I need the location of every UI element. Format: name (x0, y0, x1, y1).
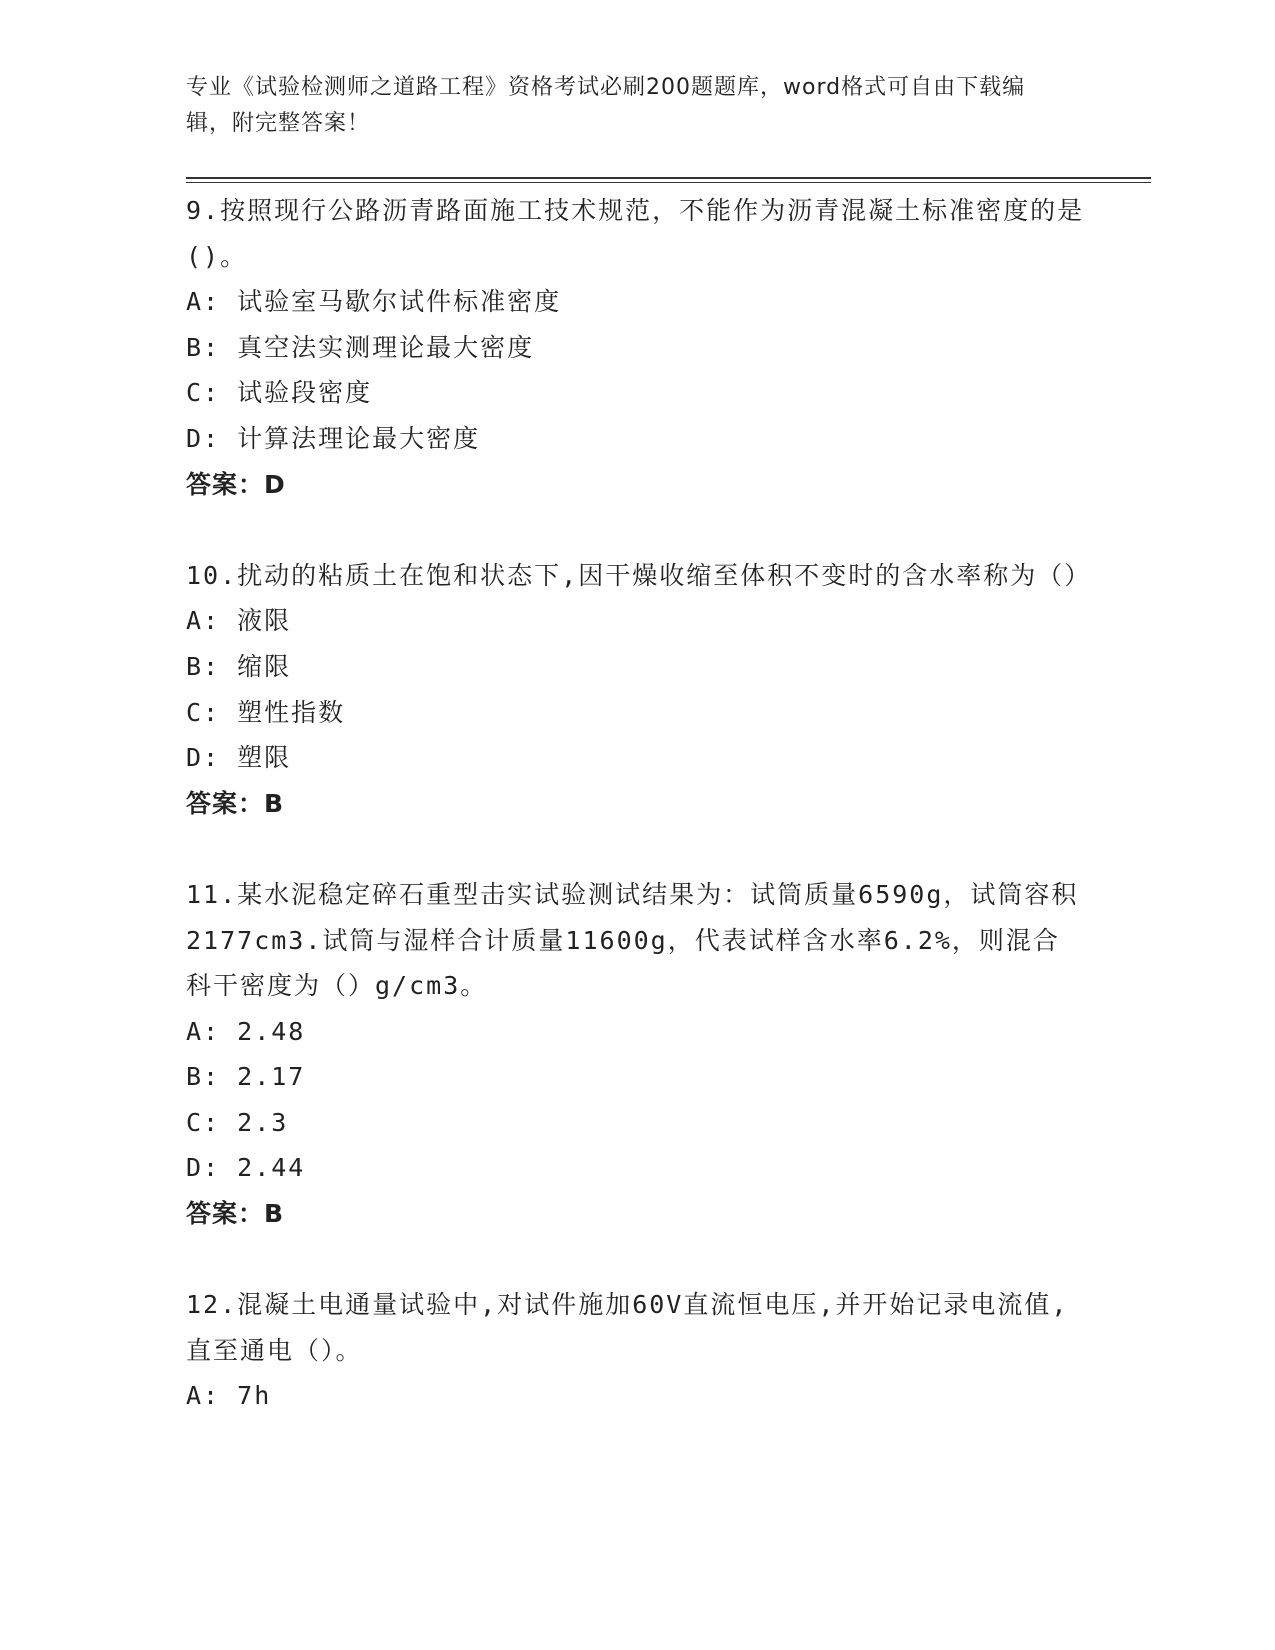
question-stem: 10.扰动的粘质土在饱和状态下,因干燥收缩至体积不变时的含水率称为（） (186, 560, 1092, 590)
header-divider-thick (186, 177, 1151, 179)
option-b: B: 2.17 (186, 1062, 306, 1092)
answer: 答案：D (186, 469, 286, 499)
option-d: D: 计算法理论最大密度 (186, 423, 481, 453)
option-a: A: 试验室马歇尔试件标准密度 (186, 287, 562, 317)
question-stem: 11.某水泥稳定碎石重型击实试验测试结果为：试筒质量6590g，试筒容积2177cm3.试筒与湿样合计质量11600g，代表试样含水率6.2%，则混合科干密度为（）g/cm3。 (186, 879, 1079, 1001)
question-10 (186, 553, 1092, 827)
option-c: C: 2.3 (186, 1107, 289, 1137)
option-a: A: 液限 (186, 606, 292, 636)
option-b: B: 真空法实测理论最大密度 (186, 332, 535, 362)
option-a: A: 7h (186, 1381, 272, 1411)
option-a: A: 2.48 (186, 1016, 306, 1046)
option-d: D: 2.44 (186, 1153, 306, 1183)
header-divider-thin (186, 182, 1151, 183)
option-c: C: 试验段密度 (186, 378, 373, 408)
question-stem: 12.混凝土电通量试验中,对试件施加60V直流恒电压,并开始记录电流值,直至通电（）。 (186, 1290, 1069, 1365)
option-b: B: 缩限 (186, 651, 292, 681)
answer: 答案：B (186, 1199, 285, 1229)
question-12 (186, 1282, 1086, 1419)
document-header: 专业《试验检测师之道路工程》资格考试必刷200题题库，word格式可自由下载编辑，附完整答案！ (186, 75, 1026, 136)
question-9 (186, 188, 1086, 507)
option-d: D: 塑限 (186, 743, 292, 773)
question-list (186, 188, 1092, 1419)
question-11 (186, 872, 1086, 1237)
option-c: C: 塑性指数 (186, 697, 346, 727)
answer: 答案：B (186, 788, 285, 818)
question-stem: 9.按照现行公路沥青路面施工技术规范，不能作为沥青混凝土标准密度的是()。 (186, 196, 1085, 271)
